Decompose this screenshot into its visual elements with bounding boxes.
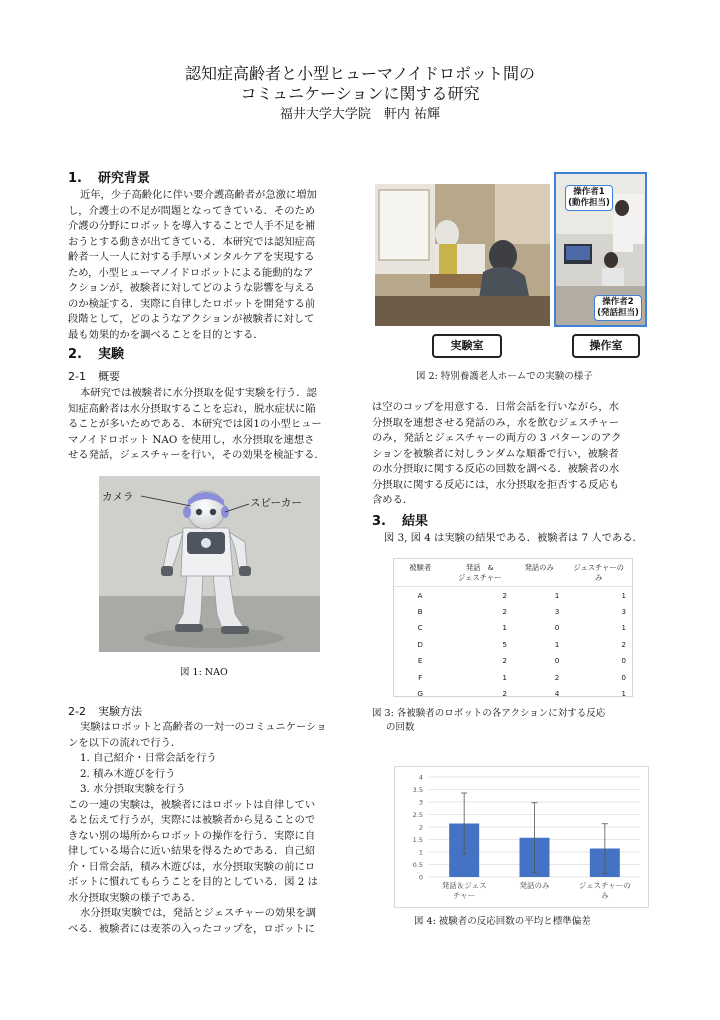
table-cell: 1: [502, 672, 507, 682]
step-1: 1. 自己紹介・日常会話を行う: [80, 752, 217, 764]
text-line: ることが多いためである．本研究では図1の小型ヒュー: [68, 418, 322, 430]
table-row: [394, 620, 632, 637]
table-row-label: G: [417, 689, 423, 699]
x-category-label: [520, 881, 550, 890]
section-3-number: 3.: [372, 514, 386, 529]
text-line: 水分摂取実験では，発話とジェスチャーの効果を調: [80, 907, 317, 919]
title-block: [0, 64, 720, 124]
text-line: 分摂取に関する反応には，水分摂取を拒否する反応も: [372, 478, 620, 491]
table-header-cell: 被験者: [394, 559, 446, 587]
table-cell: 2: [502, 606, 507, 616]
table-cell: 0: [621, 672, 626, 682]
section-1-heading: [68, 170, 150, 187]
x-category-label-line: 発話＆ジェス: [441, 881, 487, 890]
table-header-cell: 発話のみ: [513, 559, 565, 587]
text-line: 介・日常会話，積み木遊びは，水分摂取実験の前にロ: [68, 860, 316, 873]
table-header-cell: 発話 & ジェスチャー: [446, 559, 513, 587]
text-line: は空のコップを用意する．日常会話を行いながら，水: [372, 401, 619, 413]
operation-room-photo: [554, 172, 647, 327]
table-header-cell: ジェスチャーの み: [565, 559, 632, 587]
subsection-2-2-title: 実験方法: [98, 705, 142, 718]
text-line: のか検証する．実際に自律したロボットを開発する前: [68, 297, 316, 310]
x-category-label-line: ジェスチャーの: [578, 881, 631, 890]
text-line: 本研究では被験者に水分摂取を促す実験を行う．認: [80, 387, 317, 399]
title-line-1: 認知症高齢者と小型ヒューマノイドロボット間の: [184, 64, 536, 83]
y-tick-label: 1.5: [412, 836, 423, 844]
table-cell: 3: [621, 606, 626, 616]
subsection-2-2-body: [68, 720, 351, 937]
table-cell: 2: [621, 639, 626, 649]
x-category-label-line: み: [601, 891, 609, 900]
table-cell: 5: [502, 639, 507, 649]
table-cell: 1: [621, 590, 626, 600]
text-line: のみ，発話とジェスチャーの両方の 3 パターンのアク: [372, 432, 622, 444]
table-cell: 2: [502, 590, 507, 600]
table-header-row: [394, 559, 632, 587]
text-line: せる発話，ジェスチャーを行い，その効果を検証する．: [68, 449, 325, 461]
text-line: 水分摂取実験の様子である．: [68, 891, 202, 904]
section-2-heading: [68, 346, 124, 363]
x-category-label: [442, 881, 487, 900]
table-row: [394, 636, 632, 653]
text-line: ため，小型ヒューマノイドロボットによる能動的なア: [68, 266, 314, 279]
table-row-label: E: [417, 656, 423, 666]
y-tick-label: 0.5: [412, 861, 423, 869]
fig3-caption-line-2: の回数: [386, 722, 415, 733]
table-cell: 0: [621, 656, 626, 666]
fig1-speaker-label: スピーカー: [250, 497, 302, 509]
y-tick-label: 4: [418, 773, 423, 782]
table-cell: 1: [554, 639, 560, 649]
subsection-2-1-number: 2-1: [68, 370, 86, 383]
table-row: [394, 669, 632, 686]
text-line: 実験はロボットと高齢者の一対一のコミュニケーショ: [80, 721, 327, 733]
table-cell: 3: [554, 606, 560, 616]
table-body: [394, 587, 632, 703]
operator-2-role: (発話担当): [597, 308, 639, 318]
table-row-label: A: [417, 590, 423, 600]
operator-1-name: 操作者1: [573, 187, 605, 197]
y-tick-label: 2: [418, 823, 423, 832]
table-cell: 2: [502, 656, 507, 666]
text-line: 齢者一人一人に対する手厚いメンタルケアを実現する: [68, 251, 315, 263]
title-line-2: コミュニケーションに関する研究: [240, 84, 480, 103]
operation-room-label: 操作室: [572, 334, 640, 358]
text-line: クションが，被験者に対してどのような影響を与える: [68, 282, 315, 294]
text-line: 含める．: [372, 494, 414, 506]
y-tick-label: 3: [418, 798, 423, 807]
experiment-room-illustration: [375, 184, 550, 326]
x-category-label: [579, 881, 631, 900]
table-row-label: D: [417, 639, 423, 649]
table-row: [394, 587, 632, 604]
operator-2-tag: [594, 295, 642, 321]
section-3-title: 結果: [402, 514, 429, 529]
y-tick-label: 3.5: [412, 786, 423, 794]
y-tick-label: 1: [418, 848, 423, 857]
section-1-body: [68, 188, 351, 343]
text-line: べる．被験者には麦茶の入ったコップを，ロボットに: [68, 922, 315, 935]
text-line: おうとする動きが出てきている．本研究では認知症高: [68, 235, 316, 248]
results-data-table: [394, 559, 632, 702]
y-tick-label: 0: [418, 873, 423, 882]
text-line: マノイドロボット NAO を使用し，水分摂取を連想さ: [68, 433, 315, 446]
table-cell: 1: [621, 689, 626, 699]
table-cell: 1: [554, 590, 560, 600]
x-category-label-line: チャー: [453, 891, 476, 900]
table-cell: 2: [502, 689, 507, 699]
section-3-heading: [372, 513, 428, 530]
table-row-label: C: [417, 623, 423, 633]
section-2-number: 2.: [68, 347, 82, 362]
operator-2-name: 操作者2: [602, 297, 634, 307]
section-1-title: 研究背景: [98, 171, 151, 186]
step-3: 3. 水分摂取実験を行う: [80, 783, 186, 795]
fig3-caption-line-1: 図 3: 各被験者のロボットの各アクションに対する反応: [372, 708, 606, 719]
text-line: この一連の実験は，被験者にはロボットは自律してい: [68, 798, 316, 811]
fig2-caption: 図 2: 特別養護老人ホームでの実験の様子: [416, 371, 593, 382]
text-line: 介護の分野にロボットを導入することで人手不足を補: [68, 220, 316, 232]
nao-robot-photo: [99, 476, 320, 652]
x-category-label-line: 発話のみ: [519, 881, 550, 890]
text-line: し，介護士の不足が問題となってきている．そのため: [68, 204, 316, 217]
y-tick-label: 2.5: [412, 811, 423, 819]
subsection-2-1-heading: [68, 370, 120, 384]
subsection-2-1-title: 概要: [98, 370, 120, 383]
results-table: [393, 558, 633, 697]
operator-1-role: (動作担当): [568, 198, 610, 208]
text-line: 近年，少子高齢化に伴い要介護高齢者が急激に増加: [80, 189, 317, 201]
text-line: 段階として，どのようなアクションが被験者に対して: [68, 313, 315, 325]
subsection-2-1-body: [68, 386, 351, 464]
subsection-2-2-number: 2-2: [68, 705, 86, 718]
operator-1-tag: [565, 185, 613, 211]
experiment-room-photo: [375, 184, 550, 326]
fig4-caption: 図 4: 被験者の反応回数の平均と標準偏差: [414, 916, 591, 927]
fig1-caption: 図 1: NAO: [180, 667, 228, 678]
experiment-room-label: 実験室: [432, 334, 502, 358]
table-cell: 0: [554, 656, 560, 666]
text-line: ンを以下の流れで行う．: [68, 736, 182, 749]
fig1-camera-label: カメラ: [102, 491, 134, 503]
table-row: [394, 603, 632, 620]
step-2: 2. 積み木遊びを行う: [80, 767, 176, 780]
section-2-title: 実験: [98, 347, 125, 362]
text-line: 最も効果的かを調べることを目的とする．: [68, 328, 264, 341]
text-line: 分摂取を連想させる発話のみ，水を飲むジェスチャー: [372, 416, 620, 429]
text-line: 律している場合に近い結果を得るためである．自己紹: [68, 845, 316, 857]
table-cell: 1: [502, 623, 507, 633]
method-continued-body: [372, 400, 655, 509]
section-3-body: [372, 531, 655, 547]
text-line: ションを被験者に対しランダムな順番で行い，被験者: [372, 447, 619, 460]
text-line: 知症高齢者は水分摂取することを忘れ，脱水症状に陥: [68, 402, 316, 415]
author-line: 福井大学大学院 軒内 祐輝: [279, 107, 441, 122]
text-line: ボットに慣れてもらうことを目的としている．図 2 は: [68, 876, 318, 888]
text-line: 図 3, 図 4 は実験の結果である．被験者は 7 人である．: [384, 532, 643, 544]
text-line: ると伝えて行うが，実際には被験者から見ることので: [68, 814, 316, 826]
section-1-number: 1.: [68, 171, 82, 186]
table-cell: 4: [554, 689, 560, 699]
results-bar-chart: [395, 767, 650, 909]
results-chart: [394, 766, 649, 908]
table-row-label: B: [417, 606, 423, 616]
table-cell: 2: [554, 672, 560, 682]
subsection-2-2-heading: [68, 705, 142, 719]
table-cell: 1: [621, 623, 626, 633]
text-line: きない別の場所からロボットの操作を行う．実際に自: [68, 829, 316, 842]
table-row: [394, 686, 632, 703]
table-row-label: F: [418, 672, 423, 682]
text-line: の水分摂取に関する反応の回数を調べる．被験者の水: [372, 463, 620, 475]
table-cell: 0: [554, 623, 560, 633]
table-row: [394, 653, 632, 670]
